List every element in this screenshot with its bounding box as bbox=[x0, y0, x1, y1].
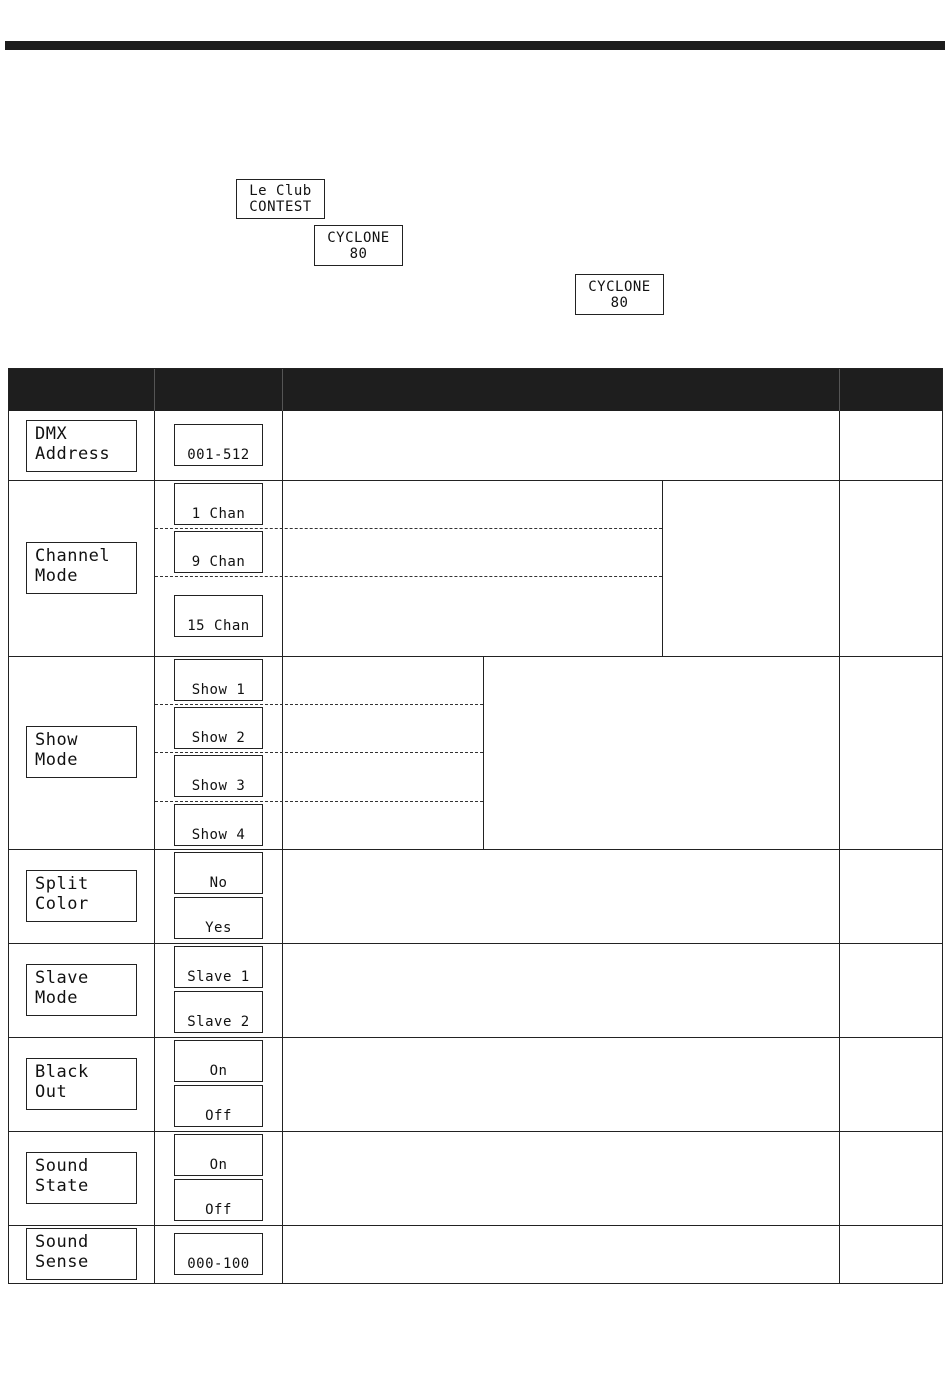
option-slave-2: Slave 2 bbox=[174, 991, 263, 1033]
label-line: Split bbox=[35, 874, 89, 894]
option-on: On bbox=[174, 1040, 263, 1082]
sub-row-divider bbox=[155, 576, 662, 577]
sub-row-divider bbox=[155, 801, 483, 802]
label-line: Channel bbox=[35, 546, 111, 566]
lcd-line: CYCLONE bbox=[588, 278, 651, 295]
option-on: On bbox=[174, 1134, 263, 1176]
option-sense-range: 000-100 bbox=[174, 1233, 263, 1275]
option-no: No bbox=[174, 852, 263, 894]
label-line: Sound bbox=[35, 1232, 89, 1252]
label-line: Slave bbox=[35, 968, 89, 988]
menu-table bbox=[8, 368, 943, 1284]
option-dmx-range: 001-512 bbox=[174, 424, 263, 466]
table-header bbox=[9, 369, 942, 411]
label-line: DMX bbox=[35, 424, 68, 444]
option-show-3: Show 3 bbox=[174, 755, 263, 797]
menu-label-dmx-address bbox=[26, 420, 137, 472]
column-divider bbox=[154, 411, 155, 1284]
option-9-chan: 9 Chan bbox=[174, 531, 263, 573]
option-slave-1: Slave 1 bbox=[174, 946, 263, 988]
option-show-4: Show 4 bbox=[174, 804, 263, 846]
lcd-display-cyclone-80-alt bbox=[575, 274, 664, 315]
lcd-line: CYCLONE bbox=[327, 229, 390, 246]
option-yes: Yes bbox=[174, 897, 263, 939]
label-line: Mode bbox=[35, 750, 78, 770]
label-line: Mode bbox=[35, 566, 78, 586]
top-rule bbox=[5, 41, 945, 50]
lcd-line: CONTEST bbox=[249, 199, 312, 215]
row-divider bbox=[9, 1131, 942, 1132]
menu-label-split-color bbox=[26, 870, 137, 922]
label-line: Show bbox=[35, 730, 78, 750]
option-off: Off bbox=[174, 1085, 263, 1127]
row-divider bbox=[9, 943, 942, 944]
option-1-chan: 1 Chan bbox=[174, 483, 263, 525]
lcd-display-cyclone-80 bbox=[314, 225, 403, 266]
lcd-display-club-contest bbox=[236, 179, 325, 219]
sub-row-divider bbox=[155, 704, 483, 705]
menu-label-show-mode bbox=[26, 726, 137, 778]
lcd-line: 80 bbox=[610, 294, 629, 311]
label-line: Address bbox=[35, 444, 111, 464]
sub-row-divider bbox=[155, 752, 483, 753]
label-line: Black bbox=[35, 1062, 89, 1082]
menu-label-sound-sense bbox=[26, 1228, 137, 1280]
column-divider bbox=[483, 656, 484, 849]
label-line: Out bbox=[35, 1082, 68, 1102]
menu-label-black-out bbox=[26, 1058, 137, 1110]
lcd-line: Le Club bbox=[249, 183, 312, 199]
column-divider bbox=[662, 480, 663, 656]
row-divider bbox=[9, 656, 942, 657]
sub-row-divider bbox=[155, 528, 662, 529]
column-divider bbox=[282, 411, 283, 1284]
menu-label-channel-mode bbox=[26, 542, 137, 594]
row-divider bbox=[9, 849, 942, 850]
row-divider bbox=[9, 1037, 942, 1038]
row-divider bbox=[9, 1225, 942, 1226]
option-show-1: Show 1 bbox=[174, 659, 263, 701]
lcd-line: 80 bbox=[349, 245, 368, 262]
row-divider bbox=[9, 480, 942, 481]
label-line: Mode bbox=[35, 988, 78, 1008]
option-15-chan: 15 Chan bbox=[174, 595, 263, 637]
label-line: Sound bbox=[35, 1156, 89, 1176]
menu-label-sound-state bbox=[26, 1152, 137, 1204]
column-divider bbox=[839, 411, 840, 1284]
option-show-2: Show 2 bbox=[174, 707, 263, 749]
menu-label-slave-mode bbox=[26, 964, 137, 1016]
label-line: State bbox=[35, 1176, 89, 1196]
label-line: Color bbox=[35, 894, 89, 914]
label-line: Sense bbox=[35, 1252, 89, 1272]
option-off: Off bbox=[174, 1179, 263, 1221]
